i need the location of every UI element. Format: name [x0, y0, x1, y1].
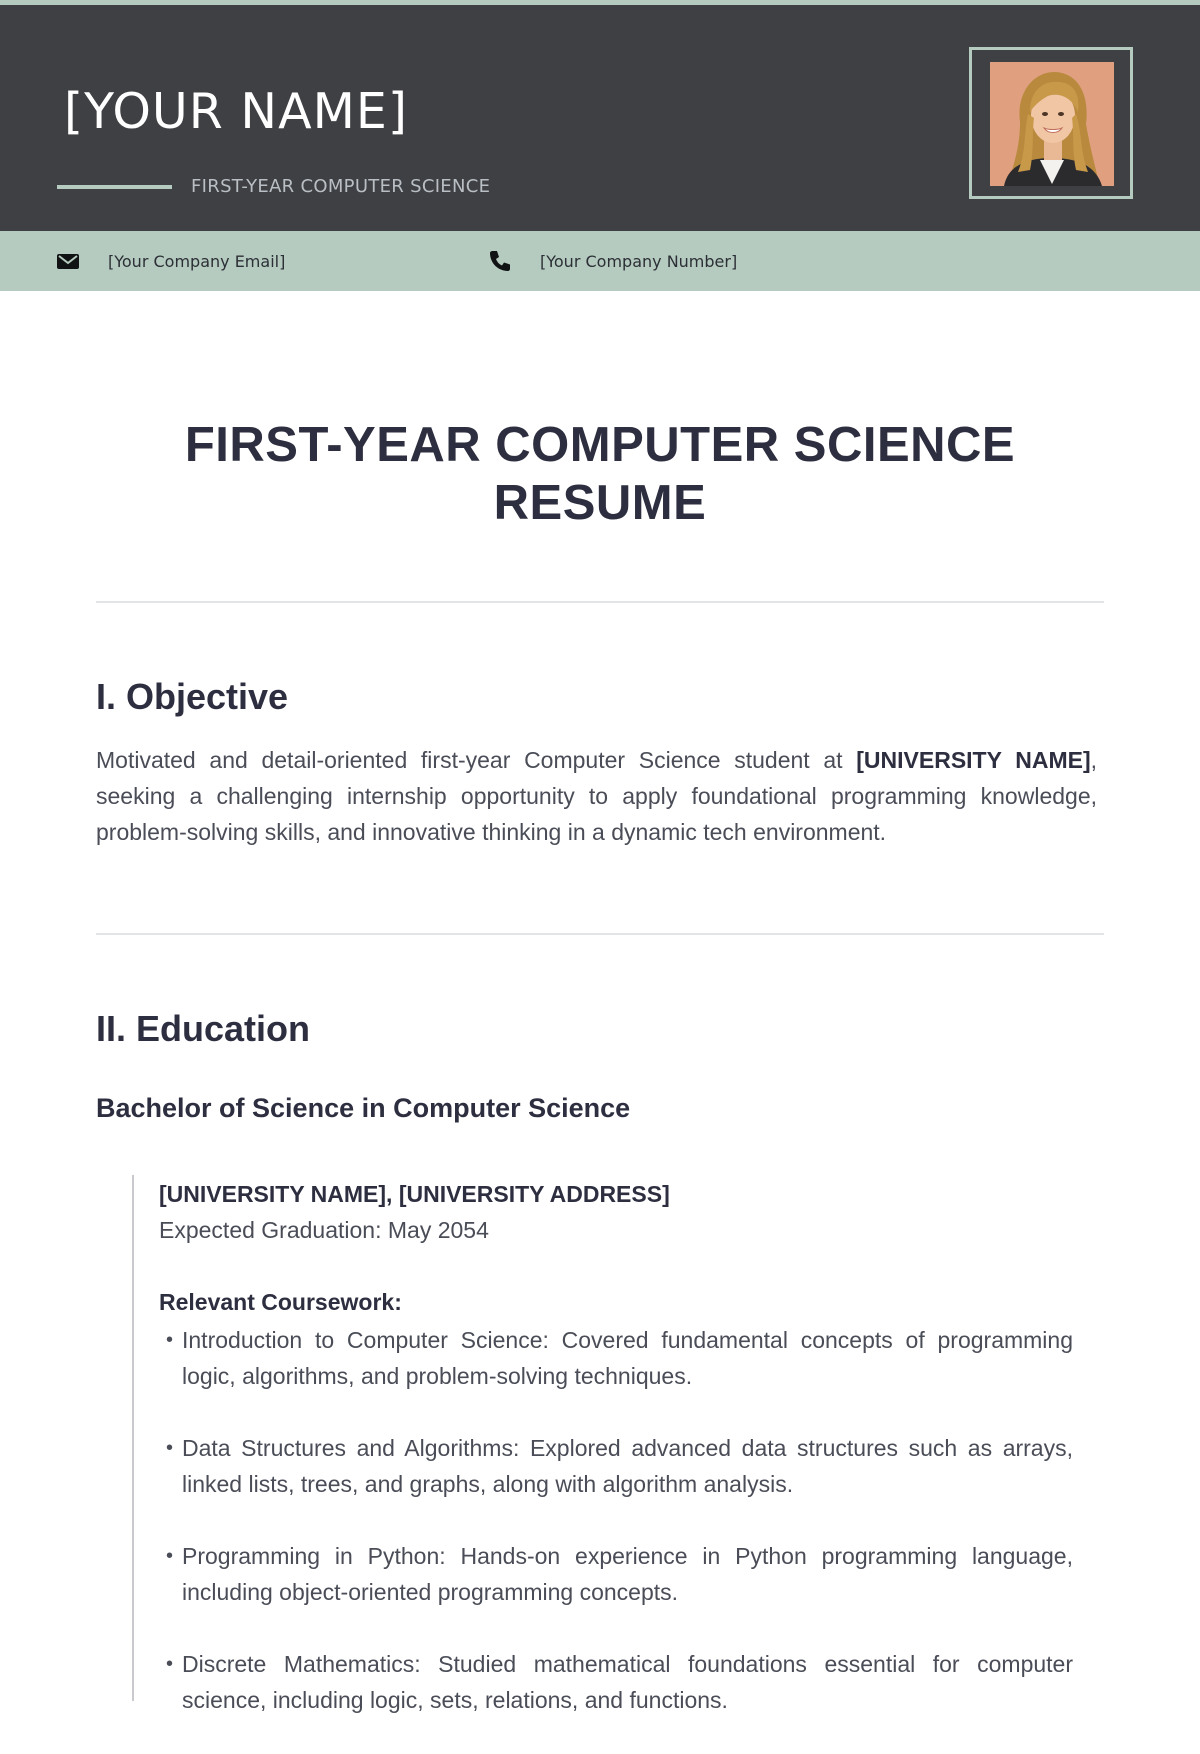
- coursework-list: [164, 1322, 1073, 1754]
- profile-photo: [990, 62, 1114, 186]
- person-portrait-icon: [990, 62, 1114, 186]
- contact-phone: [488, 231, 737, 291]
- education-heading: II. Education: [96, 1008, 311, 1049]
- candidate-name: [YOUR NAME]: [64, 83, 408, 140]
- education-indent-bar: [132, 1175, 134, 1701]
- profile-photo-frame: [969, 47, 1133, 199]
- envelope-icon: [56, 249, 80, 273]
- document-title-line2: RESUME: [493, 476, 707, 530]
- candidate-subtitle: FIRST-YEAR COMPUTER SCIENCE: [191, 176, 491, 197]
- name-underline-divider: [57, 185, 172, 189]
- list-item: • Introduction to Computer Science: Covered fundamental concepts of programming logic, algorithms, and problem-solving techniques.: [164, 1322, 1073, 1394]
- list-item: • Discrete Mathematics: Studied mathematical foundations essential for computer science, including logic, sets, relations, and functions.: [164, 1646, 1073, 1718]
- contact-bar: [0, 231, 1200, 291]
- phone-text: [Your Company Number]: [540, 251, 738, 271]
- section-divider: [96, 601, 1104, 603]
- objective-heading: I. Objective: [96, 676, 289, 717]
- objective-text: [96, 742, 1097, 850]
- email-text: [Your Company Email]: [108, 251, 286, 271]
- section-divider: [96, 933, 1104, 935]
- resume-header: [0, 5, 1200, 231]
- university-placeholder: [UNIVERSITY NAME]: [856, 747, 1091, 773]
- list-item: • Data Structures and Algorithms: Explored advanced data structures such as arrays, linked lists, trees, and graphs, along with algorithm analysis.: [164, 1430, 1073, 1502]
- document-title: [100, 416, 1100, 532]
- degree-title: Bachelor of Science in Computer Science: [96, 1093, 631, 1123]
- university-name-address: [UNIVERSITY NAME], [UNIVERSITY ADDRESS]: [159, 1181, 670, 1207]
- contact-email: [56, 231, 285, 291]
- objective-text-end: , seeking a challenging internship opportunity to apply foundational programming knowledge, problem-solving skills, and innovative thinking in a dynamic tech environment.: [96, 747, 1097, 845]
- expected-graduation: Expected Graduation: May 2054: [159, 1217, 489, 1243]
- phone-icon: [488, 249, 512, 273]
- objective-text-start: Motivated and detail-oriented first-year Computer Science student at: [96, 747, 857, 773]
- coursework-label: Relevant Coursework:: [159, 1289, 402, 1315]
- document-title-line1: FIRST-YEAR COMPUTER SCIENCE: [184, 418, 1016, 472]
- list-item: • Programming in Python: Hands-on experience in Python programming language, including object-oriented programming concepts.: [164, 1538, 1073, 1610]
